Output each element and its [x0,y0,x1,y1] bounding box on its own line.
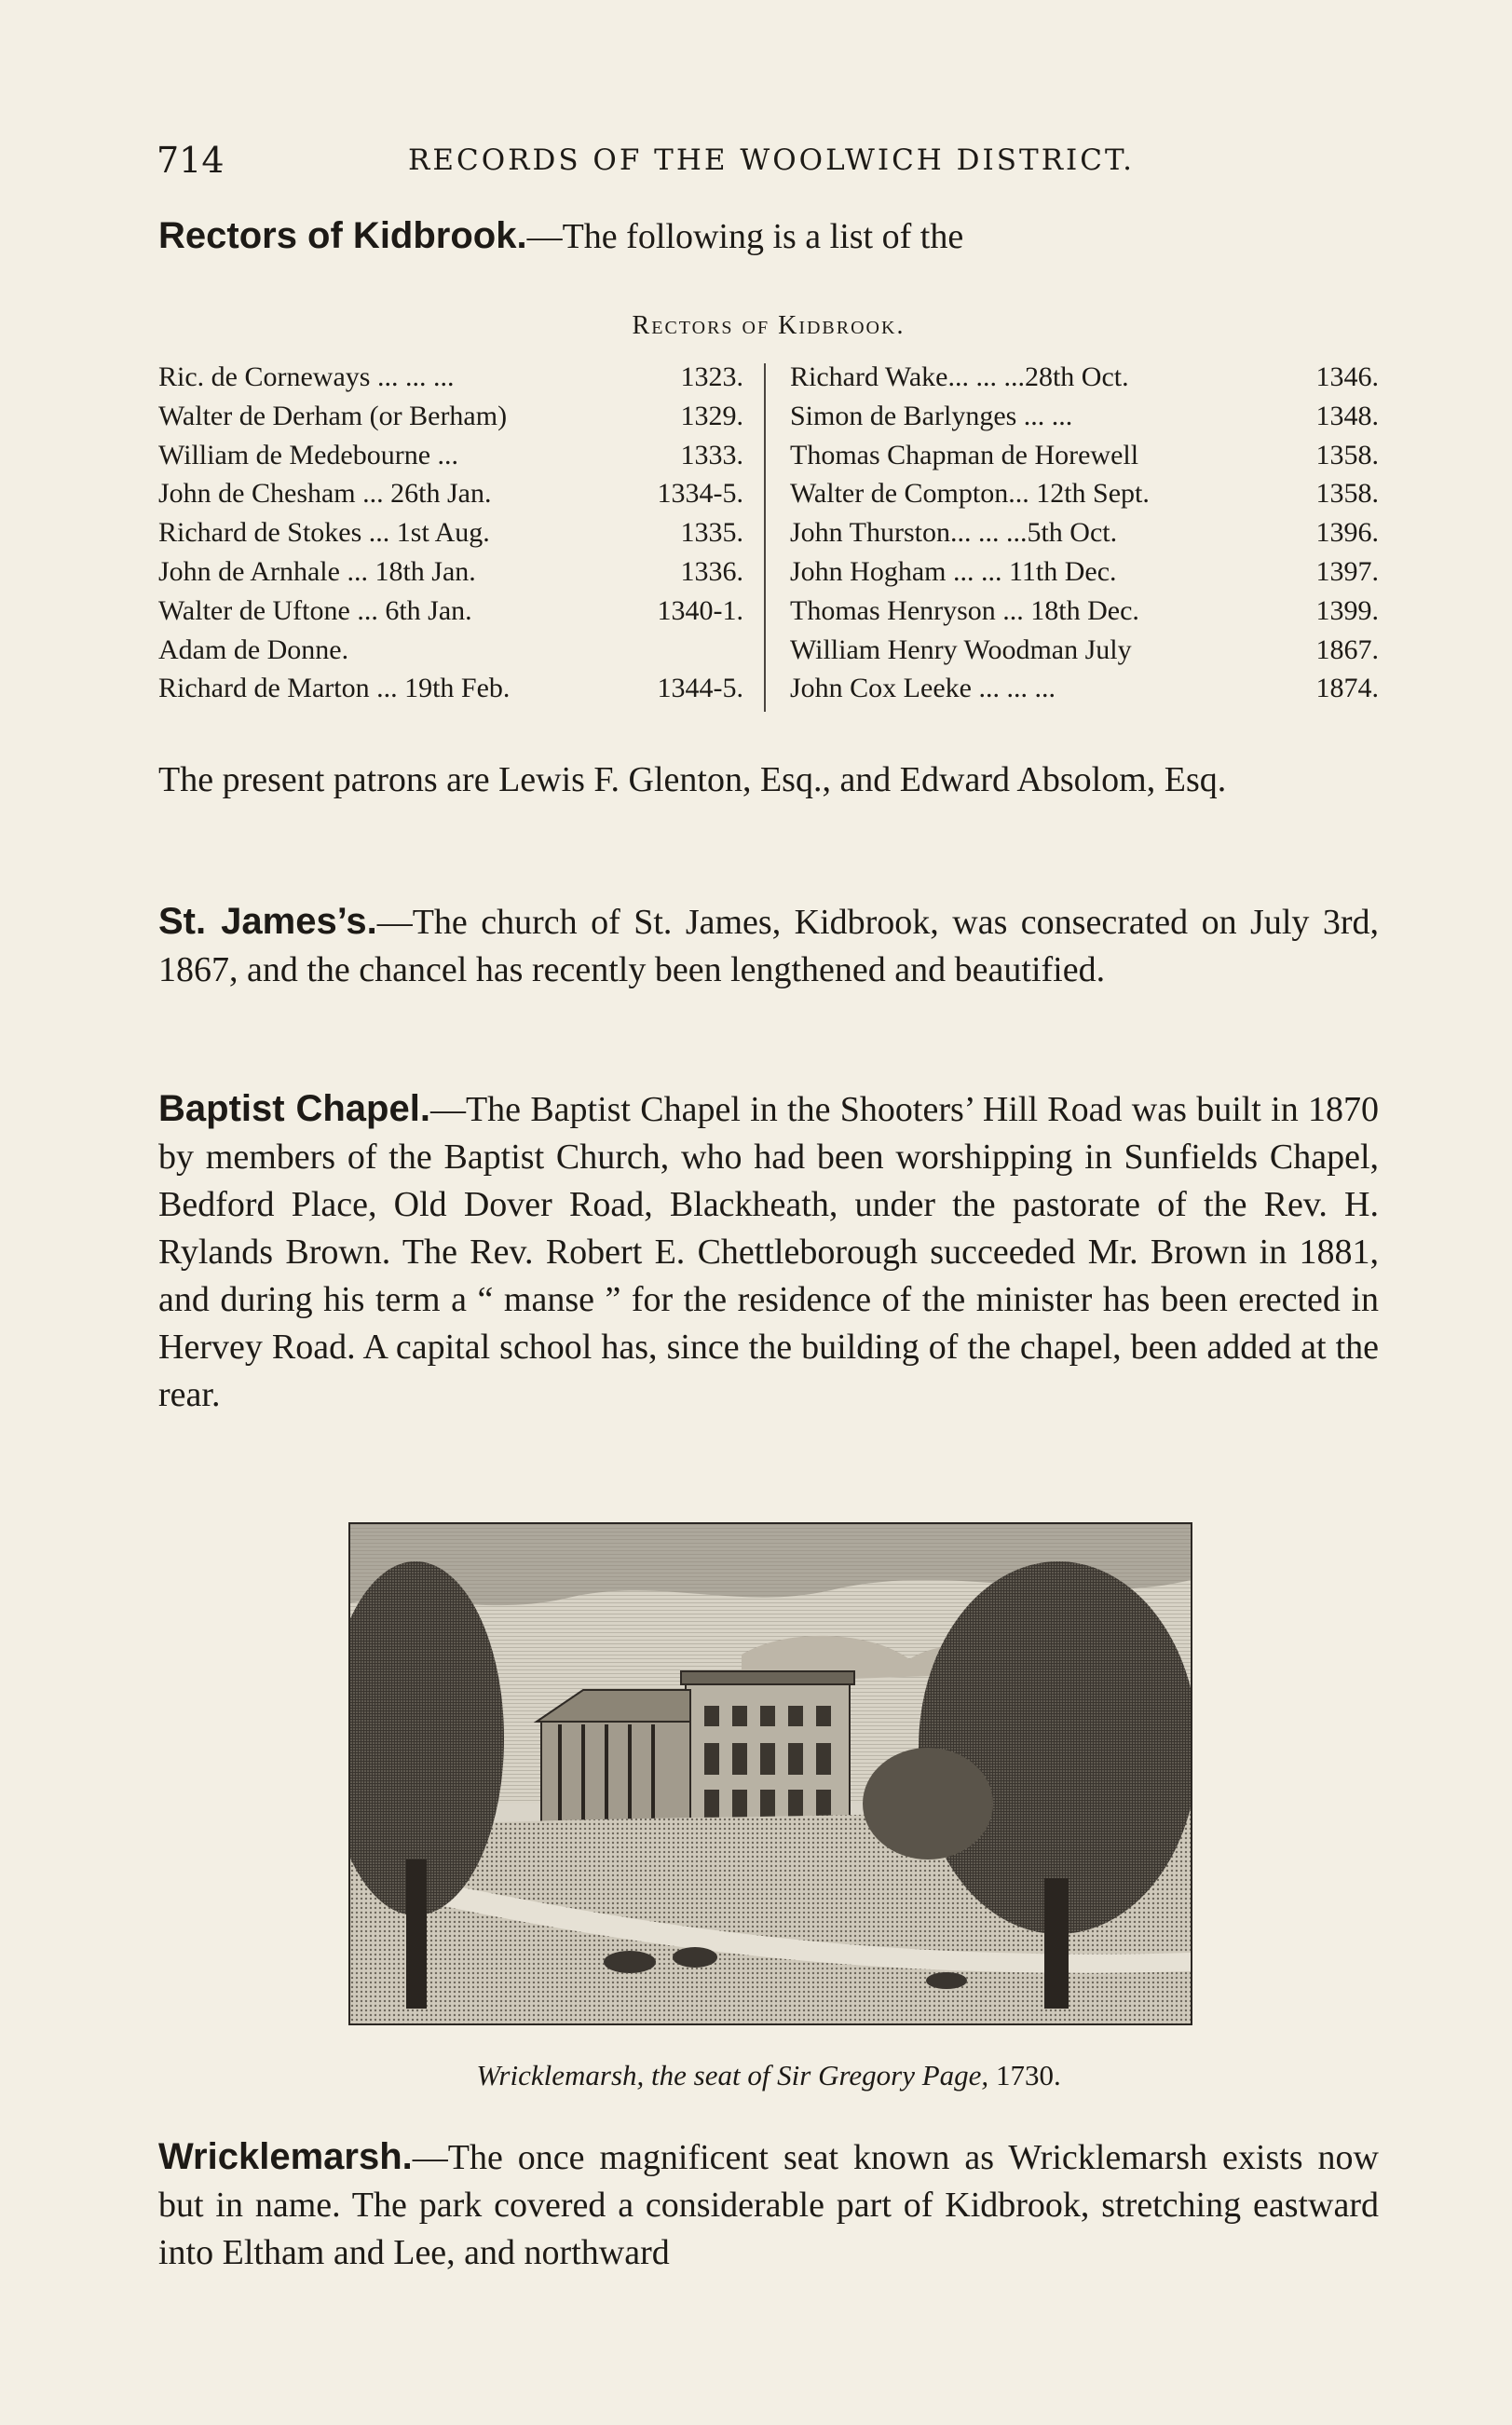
rector-row [790,669,1379,708]
rector-date: 1344-5. [657,673,743,704]
rector-row [158,436,743,475]
running-head [157,140,1386,186]
rector-date: 1333. [680,439,743,470]
rector-name: John de Arnhale ... 18th Jan. [158,555,476,587]
rectors-left-column [158,358,743,708]
rector-row [790,592,1379,631]
rector-name: Thomas Chapman de Horewell [790,439,1139,470]
rector-date: 1329. [680,400,743,431]
patrons-paragraph: The present patrons are Lewis F. Glenton, Esq., and Edward Absolom, Esq. [158,760,1227,799]
rectors-intro-paragraph [158,212,1379,261]
rector-name: Simon de Barlynges ... ... [790,400,1073,431]
st-james-text: —The church of St. James, Kidbrook, was consecrated on July 3rd, 1867, and the chancel has recently been lengthened and beautified. [158,903,1379,989]
rector-row [158,592,743,631]
rector-date: 1336. [680,555,743,587]
rector-date: 1335. [680,517,743,549]
caption-text: Wricklemarsh, the seat of Sir Gregory Page, [476,2059,989,2091]
rectors-right-column [790,358,1379,708]
rector-row [790,513,1379,552]
rector-date: 1348. [1315,400,1379,431]
wricklemarsh-engraving [348,1522,1192,2025]
rectors-heading: Rectors of Kidbrook. [158,215,527,256]
rector-name: John de Chesham ... 26th Jan. [158,478,492,510]
rector-name: Adam de Donne. [158,633,349,665]
engraving-caption [158,2059,1379,2092]
rector-row [158,552,743,592]
rector-name: Thomas Henryson ... 18th Dec. [790,594,1139,626]
rector-date: 1399. [1315,594,1379,626]
rector-date: 1358. [1315,439,1379,470]
rector-name: John Thurston... ... ...5th Oct. [790,517,1118,549]
rector-date: 1867. [1315,633,1379,665]
rector-name: John Cox Leeke ... ... ... [790,673,1056,704]
rector-name: Walter de Compton... 12th Sept. [790,478,1150,510]
baptist-chapel-heading: Baptist Chapel. [158,1088,430,1129]
rector-name: Walter de Derham (or Berham) [158,400,508,431]
rector-date: 1340-1. [657,594,743,626]
rector-name: William Henry Woodman July [790,633,1132,665]
rector-name: Richard de Stokes ... 1st Aug. [158,517,490,549]
rector-date: 1396. [1315,517,1379,549]
rector-date: 1358. [1315,478,1379,510]
rector-name: Walter de Uftone ... 6th Jan. [158,594,472,626]
rector-row [790,474,1379,513]
rector-row [790,631,1379,670]
page-number: 714 [157,140,225,181]
rector-date: 1874. [1315,673,1379,704]
running-title: RECORDS OF THE WOOLWICH DISTRICT. [408,143,1135,177]
baptist-chapel-text: —The Baptist Chapel in the Shooters’ Hill Road was built in 1870 by members of the Baptist Church, who had been worshipping in Sunfields Chapel, Bedford Place, Old Dover Road, Blackheath, under the pastorate of the Rev. H. Rylands Brown. The Rev. Robert E. Chettleborough succeeded Mr. Brown in 1881, and during his term a “ manse ” for the residence of the minister has been erected in Hervey Road. A capital school has, since the building of the chapel, been added at the rear. [158,1090,1380,1414]
rector-name: Richard Wake... ... ...28th Oct. [790,361,1129,392]
rector-row [158,669,743,708]
rectors-intro-text: —The following is a list of the [526,217,964,256]
rector-row [158,474,743,513]
rector-row [790,552,1379,592]
rector-row [158,513,743,552]
baptist-chapel-paragraph [158,1085,1379,1419]
rector-row [790,397,1379,436]
rector-name: John Hogham ... ... 11th Dec. [790,555,1117,587]
wricklemarsh-heading: Wricklemarsh. [158,2136,413,2177]
st-james-paragraph [158,898,1379,994]
rector-date: 1346. [1315,361,1379,392]
rector-name: Richard de Marton ... 19th Feb. [158,673,511,704]
rector-name: Ric. de Corneways ... ... ... [158,361,455,392]
caption-year: 1730. [995,2059,1061,2091]
rectors-table [158,358,1379,714]
rector-row [158,358,743,397]
st-james-heading: St. James’s. [158,901,377,942]
rector-row [790,436,1379,475]
rector-row [158,631,743,670]
rector-name: William de Medebourne ... [158,439,459,470]
rector-row [158,397,743,436]
rector-date: 1397. [1315,555,1379,587]
rector-row [790,358,1379,397]
rector-date: 1323. [680,361,743,392]
wricklemarsh-text: —The once magnificent seat known as Wricklemarsh exists now but in name. The park covered a considerable part of Kidbrook, stretching eastward into Eltham and Lee, and northward [158,2138,1379,2272]
column-divider [764,363,766,712]
rectors-table-title: Rectors of Kidbrook. [632,311,906,340]
rector-date: 1334-5. [657,478,743,510]
wricklemarsh-paragraph [158,2133,1379,2277]
